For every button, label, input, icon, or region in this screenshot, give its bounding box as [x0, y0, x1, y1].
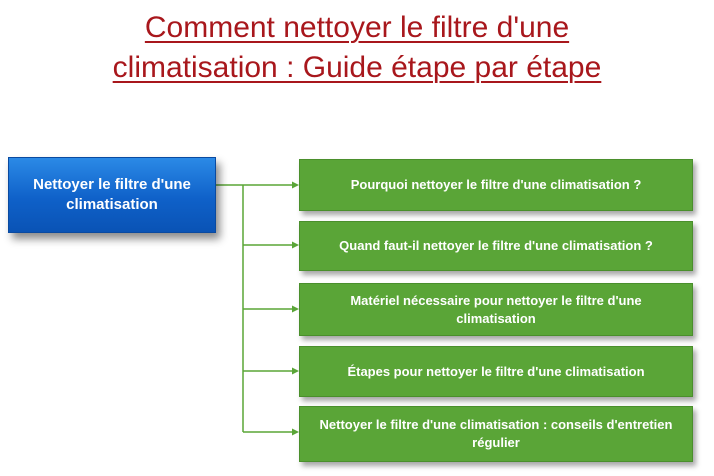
child-node-5-label: Nettoyer le filtre d'une climatisation : conseils d'entretien régulier [319, 417, 673, 450]
child-node-3-label: Matériel nécessaire pour nettoyer le filtre d'une climatisation [350, 292, 642, 326]
arrowhead-2 [292, 242, 299, 249]
root-node [8, 157, 216, 233]
child-node-2-label: Quand faut-il nettoyer le filtre d'une climatisation ? [339, 238, 653, 253]
child-node-5 [299, 406, 693, 462]
arrowhead-5 [292, 429, 299, 436]
child-node-1-label: Pourquoi nettoyer le filtre d'une climatisation ? [350, 177, 642, 192]
child-node-1 [299, 159, 693, 211]
title-line-2: climatisation : Guide étape par étape [112, 51, 602, 84]
child-node-2 [299, 221, 693, 271]
root-node-label: Nettoyer le filtre d'une climatisation [33, 176, 191, 213]
arrowhead-3 [292, 306, 299, 313]
child-node-4 [299, 346, 693, 397]
arrowhead-1 [292, 182, 299, 189]
child-node-3 [299, 283, 693, 336]
title-line-1: Comment nettoyer le filtre d'une [144, 11, 570, 44]
child-node-4-label: Étapes pour nettoyer le filtre d'une climatisation [347, 363, 645, 379]
arrowhead-4 [292, 368, 299, 375]
